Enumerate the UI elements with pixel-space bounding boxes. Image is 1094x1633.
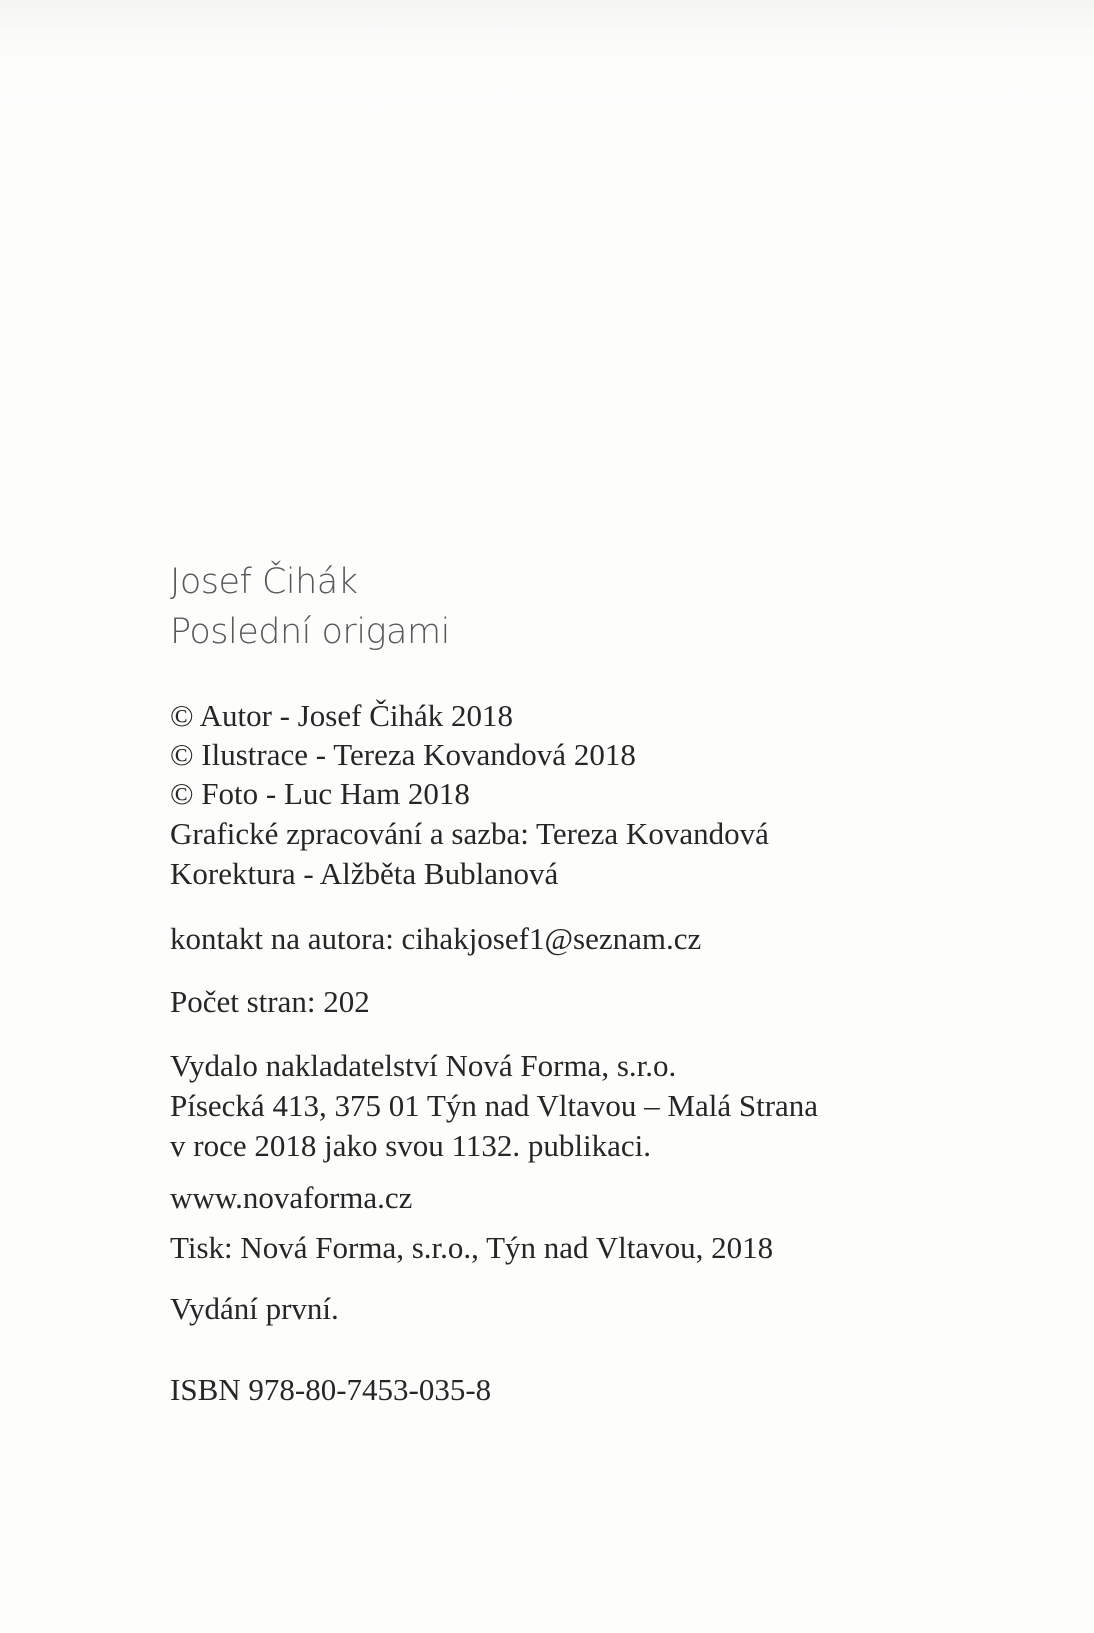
illustration-copyright: © Ilustrace - Tereza Kovandová 2018 [170,737,636,772]
author-copyright: © Autor - Josef Čihák 2018 [170,698,513,733]
publisher-address: Písecká 413, 375 01 Týn nad Vltavou – Malá Strana [170,1088,819,1123]
photo-copyright: © Foto - Luc Ham 2018 [170,776,470,811]
author-name: Josef Čihák [170,562,358,602]
print-info: Tisk: Nová Forma, s.r.o., Týn nad Vltavou, 2018 [170,1230,774,1265]
proofreading-credit: Korektura - Alžběta Bublanová [170,856,559,891]
publisher-website: www.novaforma.cz [170,1180,413,1215]
edition-note: Vydání první. [170,1291,339,1326]
publication-number: v roce 2018 jako svou 1132. publikaci. [170,1128,651,1163]
page-count: Počet stran: 202 [170,984,370,1019]
book-title: Poslední origami [170,612,450,652]
isbn: ISBN 978-80-7453-035-8 [170,1372,492,1407]
publisher-line: Vydalo nakladatelství Nová Forma, s.r.o. [170,1048,677,1083]
typesetting-credit: Grafické zpracování a sazba: Tereza Kovandová [170,816,769,851]
author-contact: kontakt na autora: cihakjosef1@seznam.cz [170,921,702,956]
